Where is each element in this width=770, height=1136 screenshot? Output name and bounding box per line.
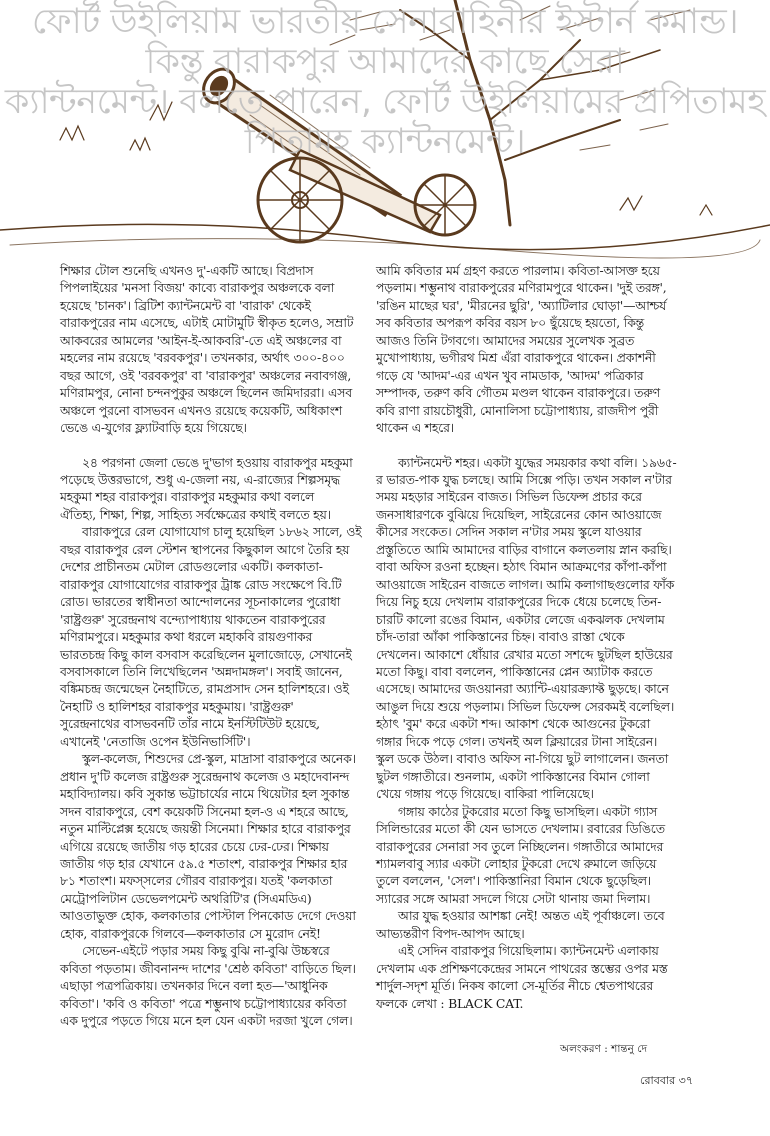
- text-line: আকবরের আমলের 'আইন-ই-আকবরি'-তে এই অঞ্চলের বা: [60, 332, 342, 348]
- text-line: স্কুল-কলেজ, শিশুদের প্রে-স্কুল, মাদ্রাসা বারাকপুরে অনেক।: [82, 751, 356, 767]
- text-line: কবিতা পড়তাম। জীবনানন্দ দাশের 'শ্রেষ্ঠ কবিতা' বাড়িতে ছিল।: [60, 960, 356, 976]
- text-line: ক্যান্টনমেন্ট শহর। একটা যুদ্ধের সময়কার কথা বলি। ১৯৬৫-: [398, 454, 677, 470]
- article-paragraph: [60, 262, 368, 437]
- text-line: সেভেন-এইটে পড়ার সময় কিছু বুঝি না-বুঝি উচ্চস্বরে: [82, 943, 330, 959]
- text-line: গঙ্গায় কাঠের টুকরোর মতো কিছু ভাসছিল। একটা গ্যাস: [398, 803, 658, 819]
- text-line: র ভারত-পাক যুদ্ধ চলছে। আমি সিক্সে পড়ি। তখন সকাল ন'টার: [376, 471, 672, 487]
- article-paragraph: [376, 803, 696, 908]
- article-paragraph: [60, 942, 368, 1029]
- article-paragraph: [376, 454, 696, 803]
- text-line: ঐতিহ্য, শিক্ষা, শিল্প, সাহিত্য সর্বক্ষেত্রের কথাই বলতে হয়।: [60, 506, 331, 522]
- text-line: জাতীয় গড় হার যেখানে ৫৯.৫ শতাংশ, বারাকপুর শিক্ষার হার: [60, 855, 348, 871]
- text-line: শ্যামলবাবু স্যার একটা লোহার টুকরো দেখে রুমালে জড়িয়ে: [376, 855, 657, 871]
- page-folio: রোববার ৩৭: [640, 1074, 693, 1087]
- text-line: বাবা অফিস রওনা হচ্ছেন। হঠাৎ বিমান আক্রমণের কাঁপা-কাঁপা: [376, 559, 667, 575]
- cannon-illustration: [0, 0, 770, 262]
- text-line: বারাকপুরে রেল যোগাযোগ চালু হয়েছিল ১৮৬২ সালে, ওই: [82, 524, 362, 540]
- headline-line: ক্যান্টনমেন্ট। বলতে পারেন, ফোর্ট উইলিয়ামের প্রপিতামহ: [4, 82, 766, 122]
- article-paragraph: [60, 750, 368, 942]
- text-line: সুরেন্দ্রনাথের বাসভবনটি তাঁর নামে ইনস্টিটিউট হয়েছে,: [60, 716, 320, 732]
- text-line: নৈহাটি ও হালিশহর বারাকপুর মহকুমায়। 'রাষ্ট্রগুরু': [60, 698, 294, 714]
- text-line: বসবাসকালে তিনি লিখেছিলেন 'অন্নদামঙ্গল'। সবাই জানেন,: [60, 663, 343, 679]
- text-line: আওয়াজে সাইরেন বাজতে লাগল। আমি কলাগাছগুলোর ফাঁক: [376, 576, 675, 592]
- text-line: ২৪ পরগনা জেলা ভেঙে দু'ভাগ হওয়ায় বারাকপুর মহকুমা: [82, 454, 353, 470]
- text-line: 'রাষ্ট্রগুরু' সুরেন্দ্রনাথ বন্দ্যোপাধ্যায় থাকতেন বারাকপুরের: [60, 611, 326, 627]
- text-line: স্কুল ডকে উঠল। বাবাও অফিস না-গিয়ে ছুট লাগালেন। জনতা: [376, 751, 669, 767]
- text-line: মণিরামপুরে। মহকুমার কথা ধরলে মহাকবি রায়গুণাকর: [60, 629, 313, 645]
- text-line: চারটি কালো রঙের বিমান, একটার লেজে একঝলক দেখলাম: [376, 611, 665, 627]
- text-line: সদন বারাকপুরে, বেশ কয়েকটি সিনেমা হল-ও এ শহরে আছে,: [60, 803, 349, 819]
- text-line: এসেছে। আমাদের জওয়ানরা অ্যান্টি-এয়ারক্র্যাফ্ট ছুড়ছে। কানে: [376, 681, 669, 697]
- text-line: সব কবিতার অপরূপ কবির বয়স ৮০ ছুঁয়েছে হয়তো, কিন্তু: [376, 315, 645, 331]
- text-line: এই সেদিন বারাকপুর গিয়েছিলাম। ক্যান্টনমেন্ট এলাকায়: [398, 943, 659, 959]
- article-paragraph: [376, 907, 696, 942]
- article-paragraph: [376, 262, 696, 437]
- text-line: বারাকপুর যোগাযোগের বারাকপুর ট্রাঙ্ক রোড সংক্ষেপে বি.টি: [60, 576, 342, 592]
- text-line: অঞ্চলে পুরনো বাসভবন এখনও রয়েছে কয়েকটি, অধিকাংশ: [60, 402, 342, 418]
- text-line: জনসাধারণকে বুঝিয়ে দিয়েছিল, সাইরেনের কোন আওয়াজে: [376, 506, 662, 522]
- headline-line: কিন্তু বারাকপুর আমাদের কাছে সেরা: [145, 42, 625, 82]
- text-line: বছর বারাকপুর রেল স্টেশন স্থাপনের কিছুকাল আগে তৈরি হয়: [60, 541, 350, 557]
- text-line: দেশের প্রাচীনতম মেটাল রোডগুলোর একটি। কলকাতা-: [60, 559, 323, 575]
- text-line: ৮১ শতাংশ। মফস্সলের গৌরব বারাকপুর। যতই 'কলকাতা: [60, 873, 333, 889]
- text-line: মণিরামপুর, নোনা চন্দনপুকুর অঞ্চলে ছিলেন জমিদাররা। এসব: [60, 385, 352, 401]
- article-column-left: [60, 262, 368, 1029]
- text-line: শিক্ষার টোল শুনেছি এখনও দু'-একটি আছে। বিপ্রদাস: [60, 263, 314, 278]
- text-line: সিলিন্ডারের মতো কী যেন ভাসতে দেখলাম। রবারের ডিঙিতে: [376, 821, 665, 837]
- text-line: হঠাৎ 'বুম' করে একটা শব্দ। আকাশ থেকে আগুনের টুকরো: [376, 716, 650, 732]
- article-column-right: [376, 262, 696, 1012]
- text-line: দেখলাম এক প্রশিক্ষণকেন্দ্রের সামনে পাথরের স্তম্ভের ওপর মস্ত: [376, 960, 668, 976]
- text-line: এখানেই 'নেতাজি ওপেন ইউনিভার্সিটি'।: [60, 733, 251, 749]
- text-line: ফলকে লেখা : BLACK CAT.: [376, 995, 524, 1011]
- text-line: কবি রাণা রায়চৌধুরী, মোনালিসা চট্টোপাধ্যায়, রাজদীপ পুরী: [376, 402, 659, 418]
- illustration-credit: অলংকরণ : শান্তনু দে: [560, 1043, 647, 1055]
- text-line: পড়েছে উত্তরভাগে, শুধু এ-জেলা নয়, এ-রাজ্যের শিল্পসমৃদ্ধ: [60, 471, 340, 487]
- text-line: দিয়ে নিচু হয়ে দেখলাম বারাকপুরের দিকে ধেয়ে চলেছে তিন-: [376, 594, 662, 610]
- text-line: স্যারের সঙ্গে আমরা সদলে গিয়ে সেটা থানায় জমা দিলাম।: [376, 890, 651, 906]
- text-line: বছর আগে, ওই 'বরবকপুর' বা 'বারাকপুর' অঞ্চলের নবাবগঞ্জ,: [60, 367, 352, 383]
- text-line: আঙুল দিয়ে শুয়ে পড়লাম। সিভিল ডিফেন্স সেরকমই বলেছিল।: [376, 698, 675, 714]
- text-line: বঙ্কিমচন্দ্র জন্মেছেন নৈহাটিতে, রামপ্রসাদ সেন হালিশহরে। ওই: [60, 681, 349, 697]
- text-line: বারাকপুরের নাম এসেছে, এটাই মোটামুটি স্বীকৃত হলেও, সম্রাট: [60, 315, 354, 331]
- text-line: দেখলেন। আকাশে ধোঁয়ার রেখার মতো সশব্দে ছুটছিল হাউয়ের: [376, 646, 673, 662]
- text-line: কীসের সংকেত। সেদিন সকাল ন'টার সময় স্কুলে যাওয়ার: [376, 524, 642, 540]
- text-line: শার্দুল-সদৃশ মূর্তি। নিকষ কালো সে-মূর্তির নীচে শ্বেতপাথরের: [376, 978, 653, 994]
- text-line: গড়ে যে 'আদম'-এর এখন খুব নামডাক, 'আদম' পত্রিকার: [376, 367, 644, 383]
- text-line: মহলের নাম রয়েছে 'বরবকপুর'। তখনকার, অর্থাৎ ৩০০-৪০০: [60, 350, 345, 366]
- text-line: আভ্যন্তরীণ বিপদ-আপদ আছে।: [376, 925, 525, 941]
- text-line: মহকুমা শহর বারাকপুর। বারাকপুর মহকুমার কথা বললে: [60, 489, 315, 505]
- text-line: ভেঙে এ-যুগের ফ্ল্যাটবাড়ি হয়ে গিয়েছে।: [60, 420, 247, 436]
- text-line: ছুটল গঙ্গাতীরে। শুনলাম, একটা পাকিস্তানের বিমান গোলা: [376, 768, 650, 784]
- text-line: তুলে বললেন, 'সেল'। পাকিস্তানিরা বিমান থেকে ছুড়েছিল।: [376, 873, 652, 889]
- text-line: রোড। ভারতের স্বাধীনতা আন্দোলনের সূচনাকালের পুরোধা: [60, 594, 341, 610]
- text-line: আর যুদ্ধ হওয়ার আশঙ্কা নেই! অন্তত এই পূর্বাঞ্চলে। তবে: [398, 908, 665, 924]
- text-line: প্রস্তুতিতে আমি আমাদের বাড়ির বাগানে কলতলায় স্নান করছি।: [376, 541, 672, 557]
- text-line: থাকেন এ শহরে।: [376, 420, 455, 436]
- text-line: মুখোপাধ্যায়, ভগীরথ মিশ্র এঁরা বারাকপুরে থাকেন। প্রকাশনী: [376, 350, 656, 366]
- text-line: আজও তিনি টগবগে। আমাদের সময়ের সুলেখক সুব্রত: [376, 332, 635, 348]
- text-line: মেট্রোপলিটান ডেভেলপমেন্ট অথরিটি'র (সিএমডিএ): [60, 890, 312, 906]
- text-line: নতুন মাল্টিপ্লেক্স হয়েছে জয়ন্তী সিনেমা। শিক্ষার হারে বারাকপুর: [60, 821, 351, 837]
- text-line: সম্পাদক, তরুণ কবি গৌতম মণ্ডল থাকেন বারাকপুরে। তরুণ: [376, 385, 660, 401]
- text-line: এক দুপুরে পড়তে গিয়ে মনে হল যেন একটা দরজা খুলে গেল।: [60, 1013, 353, 1029]
- text-line: মতো কিছু। বাবা বললেন, পাকিস্তানের প্লেন অ্যাটাক করতে: [376, 663, 653, 679]
- text-line: 'রঙিন মাছের ঘর', 'মীরনের ছুরি', 'অ্যাটিলার ঘোড়া'—আশ্চর্য: [376, 297, 667, 313]
- text-line: প্রধান দু'টি কলেজ রাষ্ট্রগুরু সুরেন্দ্রনাথ কলেজ ও মহাদেবানন্দ: [60, 768, 350, 784]
- text-line: এছাড়া পত্রপত্রিকায়। তখনকার দিনে বলা হত—'আধুনিক: [60, 978, 328, 994]
- article-paragraph: [60, 454, 368, 524]
- text-line: ভারতচন্দ্র কিছু কাল বসবাস করেছিলেন মুলাজোড়ে, সেখানেই: [60, 646, 352, 662]
- text-line: পড়লাম। শম্ভুনাথ বারাকপুরের মণিরামপুরে থাকেন। 'দুই তরঙ্গ',: [376, 280, 667, 296]
- text-line: পিপলাইয়ের 'মনসা বিজয়' কাব্যে বারাকপুর অঞ্চলকে বলা: [60, 280, 335, 296]
- article-paragraph: [376, 942, 696, 1012]
- article-paragraph: [60, 523, 368, 750]
- text-line: এগিয়ে রয়েছে জাতীয় গড় হারের চেয়ে ঢের-ঢের। শিক্ষায়: [60, 838, 329, 854]
- headline-line: ফোর্ট উইলিয়াম ভারতীয় সেনাবাহিনীর ইস্টার্ন কমান্ড।: [31, 2, 739, 42]
- text-line: মহাবিদ্যালয়। কবি সুকান্ত ভট্টাচার্যের নামে থিয়েটার হল সুকান্ত: [60, 786, 350, 802]
- text-line: খেয়ে গঙ্গায় পড়ে গিয়েছে। বাকিরা পালিয়েছে।: [376, 786, 594, 802]
- headline-overlay: [0, 2, 770, 162]
- text-line: হোক, বারাকপুরকে গিলবে—কলকাতার সে মুরোদ নেই!: [60, 925, 321, 941]
- text-line: বারাকপুরের সেনারা সব তুলে নিচ্ছিলেন। গঙ্গাতীরে আমাদের: [376, 838, 664, 854]
- text-line: চাঁদ-তারা আঁকা পাকিস্তানের চিহ্ন। বাবাও রাস্তা থেকে: [376, 629, 625, 645]
- headline-line: পিতামহ ক্যান্টনমেন্ট।: [244, 122, 526, 162]
- text-line: গঙ্গার দিকে পড়ে গেল। তখনই অল ক্লিয়ারের টানা সাইরেন।: [376, 733, 658, 749]
- text-line: হয়েছে 'চানক'। ব্রিটিশ ক্যান্টনমেন্ট বা 'বারাক' থেকেই: [60, 297, 311, 313]
- text-line: সময় মহড়ার সাইরেন বাজত। সিভিল ডিফেন্স প্রচার করে: [376, 489, 642, 505]
- text-line: আমি কবিতার মর্ম গ্রহণ করতে পারলাম। কবিতা-আসক্ত হয়ে: [376, 263, 660, 278]
- text-line: কবিতা'। 'কবি ও কবিতা' পত্রে শম্ভুনাথ চট্টোপাধ্যায়ের কবিতা: [60, 995, 347, 1011]
- text-line: আওতাভুক্ত হোক, কলকাতার পোস্টাল পিনকোড দেগে দেওয়া: [60, 908, 356, 924]
